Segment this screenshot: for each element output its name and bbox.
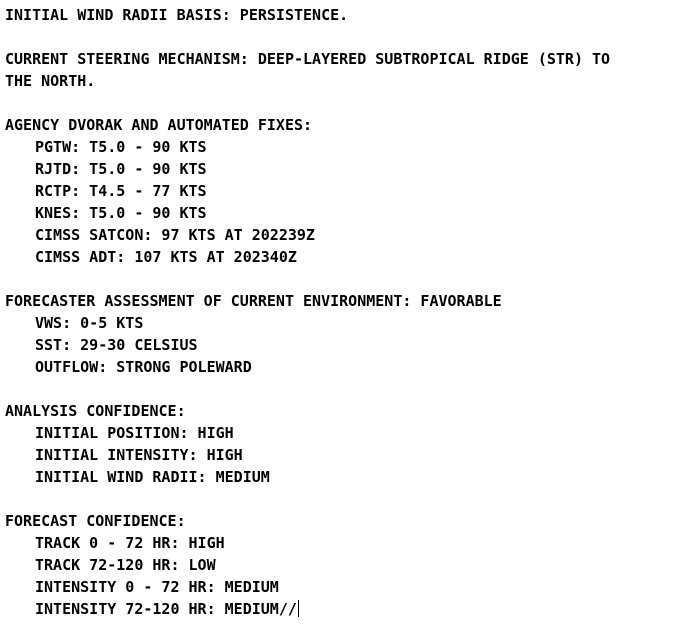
forecast-track-72-120: TRACK 72-120 HR: LOW — [35, 556, 216, 574]
forecast-track-0-72: TRACK 0 - 72 HR: HIGH — [35, 534, 225, 552]
fix-rctp: RCTP: T4.5 - 77 KTS — [35, 182, 207, 200]
env-outflow: OUTFLOW: STRONG POLEWARD — [35, 358, 252, 376]
fix-knes: KNES: T5.0 - 90 KTS — [35, 204, 207, 222]
env-sst: SST: 29-30 CELSIUS — [35, 336, 198, 354]
environment-header: FORECASTER ASSESSMENT OF CURRENT ENVIRONMENT: FAVORABLE — [5, 292, 502, 310]
fixes-header: AGENCY DVORAK AND AUTOMATED FIXES: — [5, 116, 313, 134]
blank-line — [5, 378, 610, 400]
fix-pgtw: PGTW: T5.0 - 90 KTS — [35, 138, 207, 156]
steering-line-2: THE NORTH. — [5, 72, 96, 90]
analysis-intensity: INITIAL INTENSITY: HIGH — [35, 446, 243, 464]
fix-cimss-adt: CIMSS ADT: 107 KTS AT 202340Z — [35, 248, 297, 266]
wind-radii-basis-line: INITIAL WIND RADII BASIS: PERSISTENCE. — [5, 6, 349, 24]
forecast-text-document — [5, 4, 610, 620]
blank-line — [5, 92, 610, 114]
forecast-intensity-72-120-row — [5, 598, 610, 620]
analysis-wind-radii: INITIAL WIND RADII: MEDIUM — [35, 468, 270, 486]
text-cursor — [298, 600, 299, 617]
forecast-confidence-header: FORECAST CONFIDENCE: — [5, 512, 186, 530]
analysis-confidence-header: ANALYSIS CONFIDENCE: — [5, 402, 186, 420]
blank-line — [5, 488, 610, 510]
fix-cimss-satcon: CIMSS SATCON: 97 KTS AT 202239Z — [35, 226, 315, 244]
env-vws: VWS: 0-5 KTS — [35, 314, 144, 332]
blank-line — [5, 26, 610, 48]
analysis-position: INITIAL POSITION: HIGH — [35, 424, 234, 442]
blank-line — [5, 268, 610, 290]
fix-rjtd: RJTD: T5.0 - 90 KTS — [35, 160, 207, 178]
forecast-intensity-0-72: INTENSITY 0 - 72 HR: MEDIUM — [35, 578, 279, 596]
steering-line-1: CURRENT STEERING MECHANISM: DEEP-LAYERED SUBTROPICAL RIDGE (STR) TO — [5, 50, 611, 68]
forecast-intensity-72-120: INTENSITY 72-120 HR: MEDIUM// — [35, 600, 297, 618]
